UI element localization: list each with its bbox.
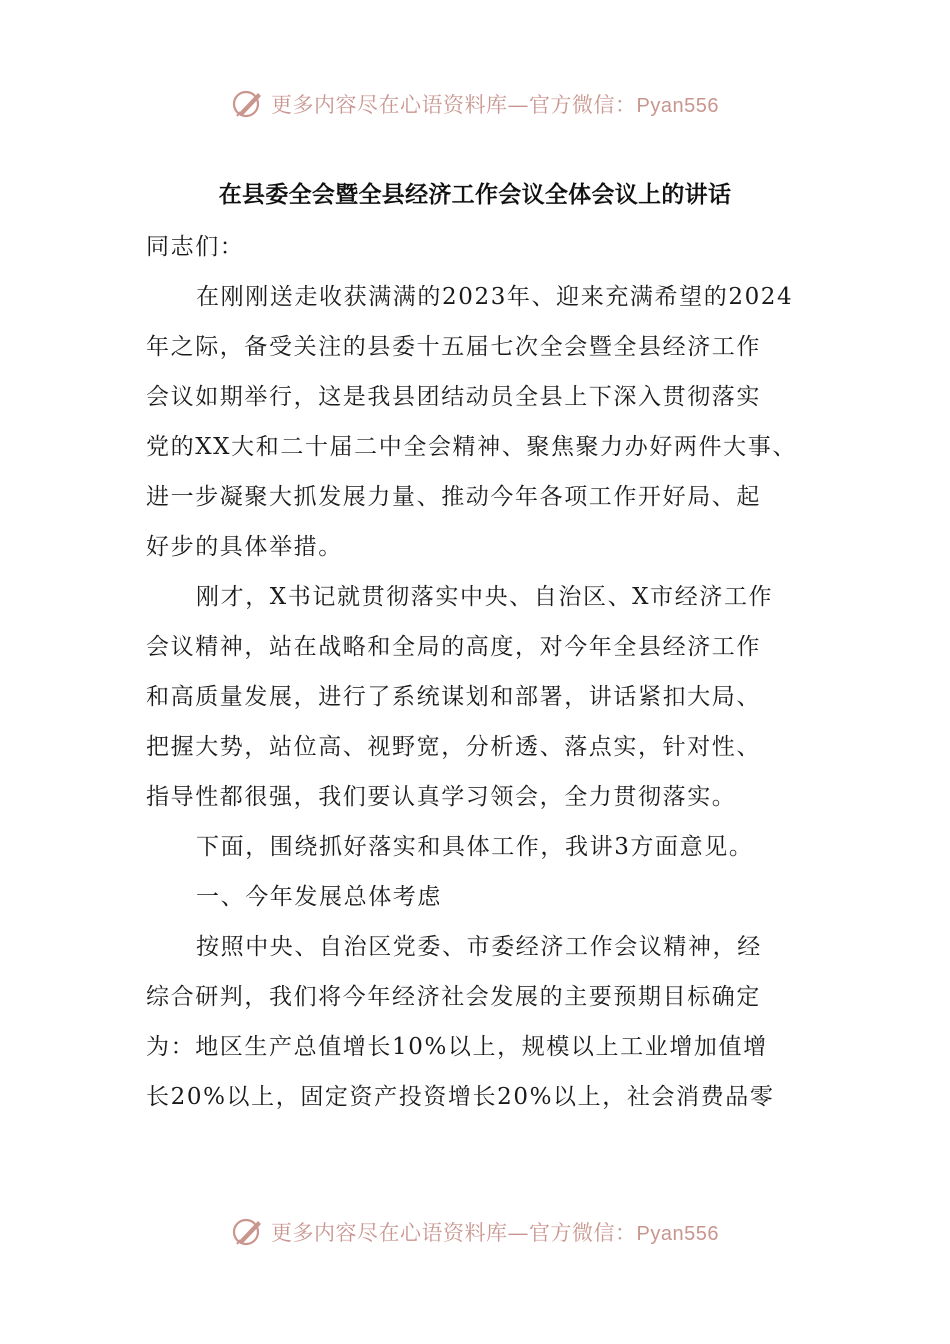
- watermark-text: 更多内容尽在心语资料库—官方微信：Pyan556: [271, 1221, 719, 1245]
- text-line: 在刚刚送走收获满满的2023年、迎来充满希望的2024: [196, 284, 794, 310]
- text-line: 同志们：: [146, 234, 245, 260]
- text-line: 长20%以上，固定资产投资增长20%以上，社会消费品零: [146, 1084, 775, 1110]
- text-line: 刚才，X书记就贯彻落实中央、自治区、X市经济工作: [196, 584, 774, 610]
- watermark-text: 更多内容尽在心语资料库—官方微信：Pyan556: [271, 93, 719, 117]
- footer-watermark: [0, 1212, 950, 1252]
- document-title: 在县委全会暨全县经济工作会议全体会议上的讲话: [218, 182, 732, 208]
- text-line: 综合研判，我们将今年经济社会发展的主要预期目标确定: [146, 984, 761, 1010]
- text-line: 按照中央、自治区党委、市委经济工作会议精神，经: [196, 934, 762, 960]
- text-line: 党的XX大和二十届二中全会精神、聚焦聚力办好两件大事、: [146, 434, 797, 460]
- text-line: 会议如期举行，这是我县团结动员全县上下深入贯彻落实: [146, 384, 761, 410]
- text-line: 把握大势，站位高、视野宽，分析透、落点实，针对性、: [146, 734, 761, 760]
- quill-pen-logo-icon: [231, 87, 265, 121]
- text-line: 年之际，备受关注的县委十五届七次全会暨全县经济工作: [146, 334, 761, 360]
- text-line: 下面，围绕抓好落实和具体工作，我讲3方面意见。: [196, 834, 754, 860]
- quill-pen-logo-icon: [231, 1215, 265, 1249]
- text-line: 为：地区生产总值增长10%以上，规模以上工业增加值增: [146, 1034, 768, 1060]
- text-line: 会议精神，站在战略和全局的高度，对今年全县经济工作: [146, 634, 761, 660]
- text-line: 进一步凝聚大抓发展力量、推动今年各项工作开好局、起: [146, 484, 761, 510]
- text-line: 指导性都很强，我们要认真学习领会，全力贯彻落实。: [146, 784, 737, 810]
- text-line: 好步的具体举措。: [146, 534, 343, 560]
- text-line: 和高质量发展，进行了系统谋划和部署，讲话紧扣大局、: [146, 684, 761, 710]
- document-body: [146, 222, 816, 1122]
- header-watermark: [0, 84, 950, 124]
- text-line: 一、今年发展总体考虑: [196, 884, 442, 910]
